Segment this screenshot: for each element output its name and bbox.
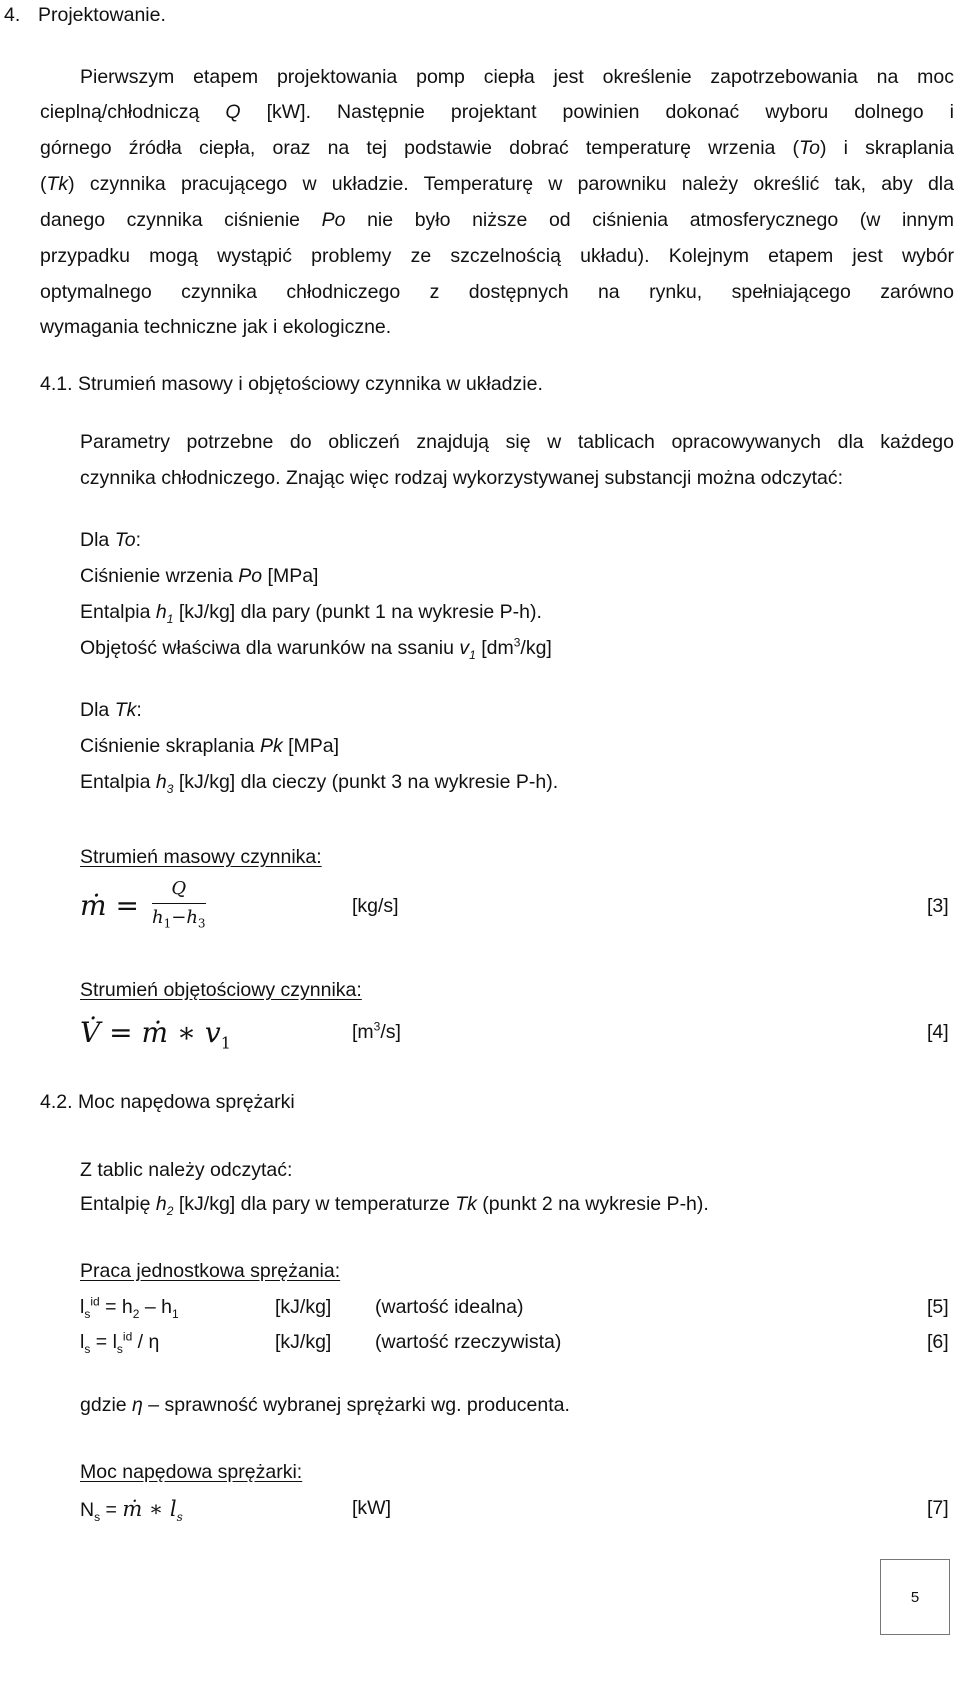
eq7-formula: $N_s$ = ṁ ∗ $l_s$ <box>80 1497 183 1524</box>
fraction-numerator: Q <box>171 878 187 899</box>
paragraph-line: Pierwszym etapem projektowania pomp ciepła jest określenie zapotrzebowania na moc <box>80 66 954 88</box>
work-heading: Praca jednostkowa sprężania: <box>80 1260 341 1282</box>
mass-flow-lhs: ṁ = <box>80 889 139 922</box>
equation-ref: [3] <box>927 895 949 917</box>
equation-ref: [7] <box>927 1497 949 1519</box>
equation-ref: [5] <box>927 1296 949 1318</box>
paragraph-line: czynnika chłodniczego. Znając więc rodzaj wykorzystywanej substancji można odczytać: <box>80 467 844 489</box>
mass-flow-fraction <box>152 878 206 931</box>
mass-flow-heading: Strumień masowy czynnika: <box>80 846 322 868</box>
read-label: Z tablic należy odczytać: <box>80 1159 293 1181</box>
tk-label: Dla Tk: <box>80 699 142 721</box>
eq5-desc: (wartość idealna) <box>375 1296 524 1318</box>
paragraph-line: cieplną/chłodniczą Q [kW]. Następnie projektant powinien dokonać wyboru dolnego i <box>40 101 954 123</box>
paragraph-line: danego czynnika ciśnienie Po nie było niższe od ciśnienia atmosferycznego (w innym <box>40 209 954 231</box>
eq6-unit: [kJ/kg] <box>275 1331 332 1353</box>
eta-note: gdzie η – sprawność wybranej sprężarki wg. producenta. <box>80 1394 570 1416</box>
eq7-unit: [kW] <box>352 1497 391 1519</box>
page-number: 5 <box>910 1588 920 1606</box>
paragraph-line: przypadku mogą wystąpić problemy ze szczelnością układu). Kolejnym etapem jest wybór <box>40 245 954 267</box>
volume-flow-heading: Strumień objętościowy czynnika: <box>80 979 362 1001</box>
page-number-box <box>880 1559 950 1635</box>
tk-pressure: Ciśnienie skraplania Pk [MPa] <box>80 735 340 757</box>
to-pressure: Ciśnienie wrzenia Po [MPa] <box>80 565 319 587</box>
to-label: Dla To: <box>80 529 142 551</box>
paragraph-line: wymagania techniczne jak i ekologiczne. <box>40 316 392 338</box>
power-heading: Moc napędowa sprężarki: <box>80 1461 303 1483</box>
fraction-bar <box>152 903 206 904</box>
mass-flow-unit: [kg/s] <box>352 895 399 917</box>
to-specific-volume: Objętość właściwa dla warunków na ssaniu $v_1$ $[dm^3/kg]$ <box>80 635 552 662</box>
eq6-desc: (wartość rzeczywista) <box>375 1331 562 1353</box>
subsection-heading: 4.1. Strumień masowy i objętościowy czynnika w układzie. <box>40 373 543 395</box>
volume-flow-formula: V̇ = ṁ ∗ $v_1$ <box>80 1016 231 1053</box>
section-number: 4. <box>4 4 21 26</box>
paragraph-line: górnego źródła ciepła, oraz na tej podstawie dobrać temperaturę wrzenia (To) i skraplania <box>40 137 954 159</box>
eq5-unit: [kJ/kg] <box>275 1296 332 1318</box>
paragraph-line: optymalnego czynnika chłodniczego z dostępnych na rynku, spełniającego zarówno <box>40 281 954 303</box>
equation-ref: [4] <box>927 1021 949 1043</box>
eq5-formula: $l_s^{id} = h_2 - h_1$ <box>80 1294 179 1321</box>
volume-flow-unit: $[m^3/s]$ <box>352 1019 401 1043</box>
equation-ref: [6] <box>927 1331 949 1353</box>
eq6-formula: $l_s = l_s^{id} / \eta$ <box>80 1329 160 1356</box>
paragraph-line: (Tk) czynnika pracującego w układzie. Temperaturę w parowniku należy określić tak, aby dla <box>40 173 954 195</box>
subsection-heading: 4.2. Moc napędowa sprężarki <box>40 1091 295 1113</box>
read-line: Entalpię $h_2$ [kJ/kg] dla pary w temperaturze Tk (punkt 2 na wykresie P-h). <box>80 1193 709 1218</box>
paragraph-line: Parametry potrzebne do obliczeń znajdują się w tablicach opracowywanych dla każdego <box>80 431 954 453</box>
to-enthalpy: Entalpia $h_1$ [kJ/kg] dla pary (punkt 1 na wykresie P-h). <box>80 601 542 626</box>
section-title: Projektowanie. <box>38 4 166 26</box>
tk-enthalpy: Entalpia $h_3$ [kJ/kg] dla cieczy (punkt 3 na wykresie P-h). <box>80 771 559 796</box>
fraction-denominator: $h_1-h_3$ <box>152 907 206 931</box>
